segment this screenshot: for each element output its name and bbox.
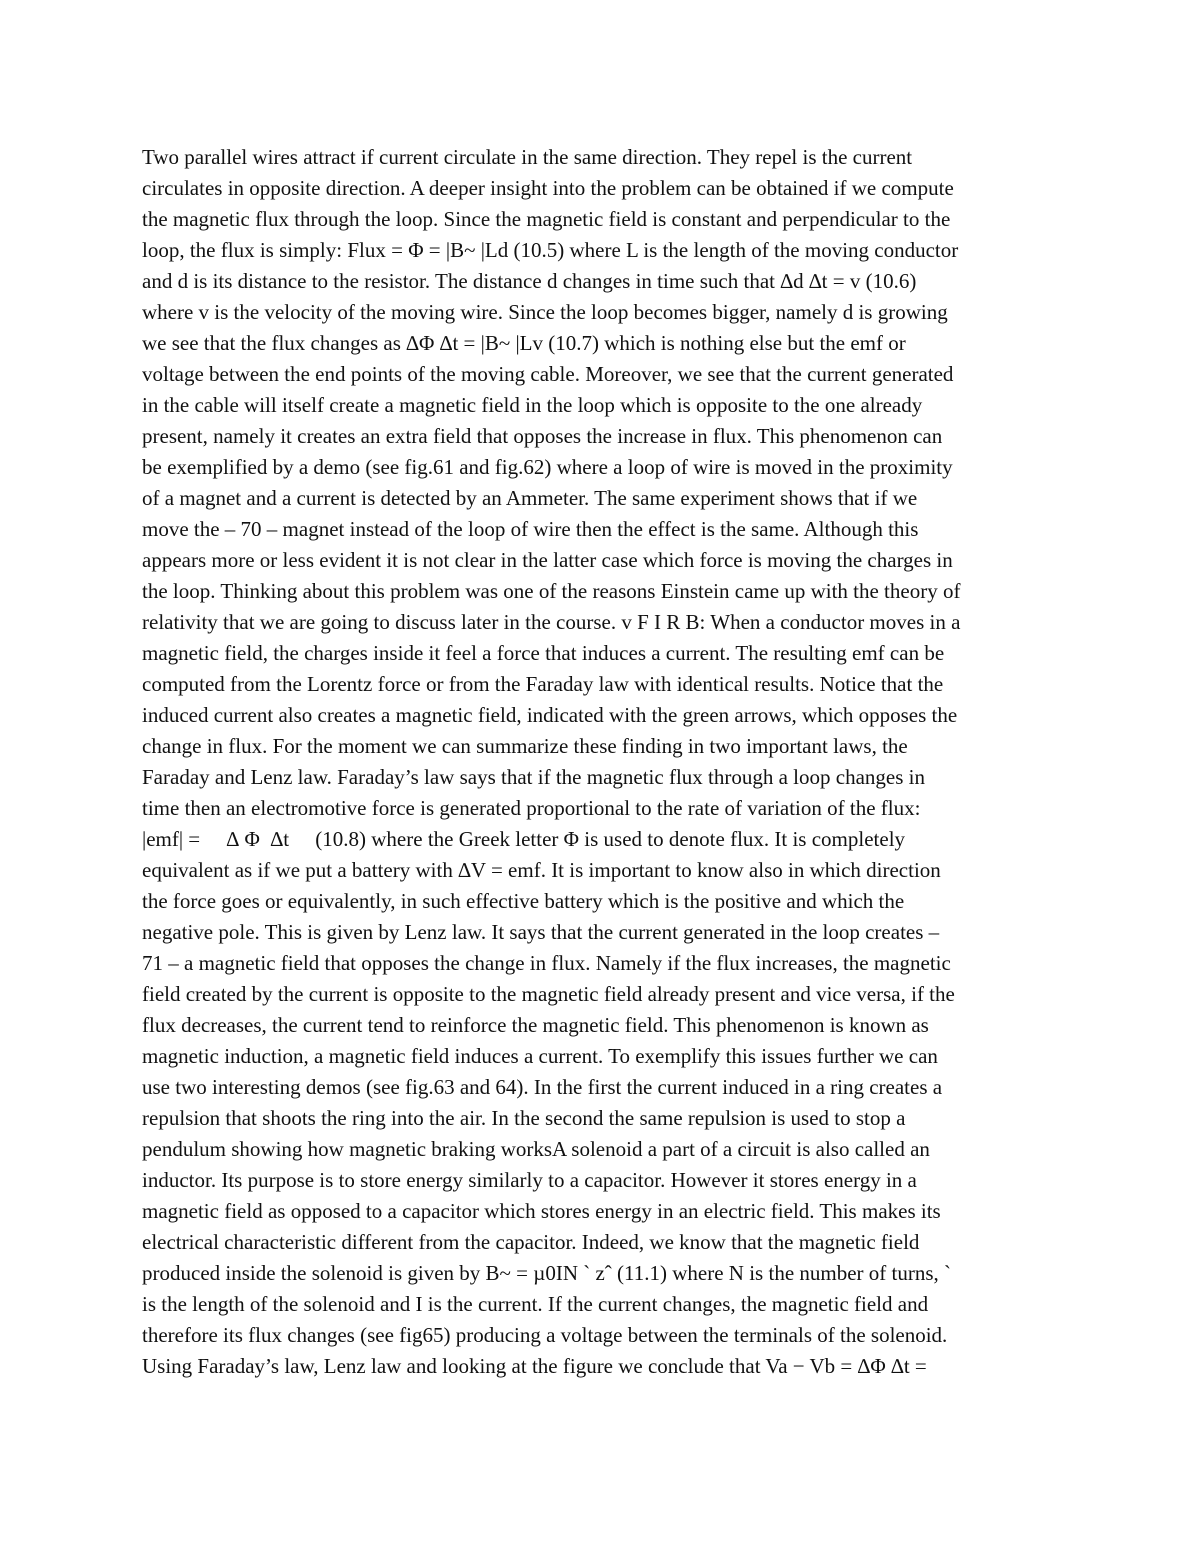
text-line: present, namely it creates an extra field that opposes the increase in flux. This phenomenon can <box>142 424 943 448</box>
text-line: loop, the flux is simply: Flux = Φ = |B~ |Ld (10.5) where L is the length of the moving conductor <box>142 238 959 262</box>
text-line: be exemplified by a demo (see fig.61 and fig.62) where a loop of wire is moved in the proximity <box>142 455 953 479</box>
text-line: therefore its flux changes (see fig65) producing a voltage between the terminals of the solenoid. <box>142 1323 948 1347</box>
text-line: circulates in opposite direction. A deeper insight into the problem can be obtained if we compute <box>142 176 954 200</box>
text-line: use two interesting demos (see fig.63 and 64). In the first the current induced in a ring creates a <box>142 1075 943 1099</box>
text-line: flux decreases, the current tend to reinforce the magnetic field. This phenomenon is known as <box>142 1013 929 1037</box>
text-line: appears more or less evident it is not clear in the latter case which force is moving the charges in <box>142 548 953 572</box>
text-line: field created by the current is opposite to the magnetic field already present and vice versa, if the <box>142 982 955 1006</box>
text-line: voltage between the end points of the moving cable. Moreover, we see that the current generated <box>142 362 954 386</box>
text-line: 71 – a magnetic field that opposes the change in flux. Namely if the flux increases, the magnetic <box>142 951 951 975</box>
text-line: electrical characteristic different from the capacitor. Indeed, we know that the magnetic field <box>142 1230 920 1254</box>
text-line: induced current also creates a magnetic field, indicated with the green arrows, which opposes the <box>142 703 958 727</box>
text-line: equivalent as if we put a battery with ∆V = emf. It is important to know also in which direction <box>142 858 941 882</box>
text-line: is the length of the solenoid and I is the current. If the current changes, the magnetic field and <box>142 1292 929 1316</box>
text-line: repulsion that shoots the ring into the air. In the second the same repulsion is used to stop a <box>142 1106 906 1130</box>
text-line: relativity that we are going to discuss later in the course. v F I R B: When a conductor moves in a <box>142 610 961 634</box>
text-line: Using Faraday’s law, Lenz law and looking at the figure we conclude that Va − Vb = ∆Φ ∆t = <box>142 1354 927 1378</box>
text-line: Faraday and Lenz law. Faraday’s law says that if the magnetic flux through a loop changes in <box>142 765 925 789</box>
text-line: of a magnet and a current is detected by an Ammeter. The same experiment shows that if we <box>142 486 918 510</box>
text-line: Two parallel wires attract if current circulate in the same direction. They repel is the current <box>142 145 913 169</box>
text-line: the force goes or equivalently, in such effective battery which is the positive and which the <box>142 889 905 913</box>
text-line: and d is its distance to the resistor. The distance d changes in time such that ∆d ∆t = v (10.6) <box>142 269 917 293</box>
text-line: produced inside the solenoid is given by B~ = µ0IN ` zˆ (11.1) where N is the number of turns, ` <box>142 1261 952 1285</box>
text-line: change in flux. For the moment we can summarize these finding in two important laws, the <box>142 734 908 758</box>
text-line: negative pole. This is given by Lenz law. It says that the current generated in the loop creates – <box>142 920 940 944</box>
text-line: the magnetic flux through the loop. Since the magnetic field is constant and perpendicular to the <box>142 207 951 231</box>
text-line: time then an electromotive force is generated proportional to the rate of variation of the flux: <box>142 796 921 820</box>
text-line: magnetic field as opposed to a capacitor which stores energy in an electric field. This makes its <box>142 1199 941 1223</box>
text-line: computed from the Lorentz force or from the Faraday law with identical results. Notice that the <box>142 672 944 696</box>
text-line: we see that the flux changes as ∆Φ ∆t = |B~ |Lv (10.7) which is nothing else but the emf or <box>142 331 906 355</box>
text-line: |emf| = ∆ Φ ∆t (10.8) where the Greek letter Φ is used to denote flux. It is completely <box>142 827 906 851</box>
text-line: move the – 70 – magnet instead of the loop of wire then the effect is the same. Although this <box>142 517 919 541</box>
text-line: magnetic field, the charges inside it feel a force that induces a current. The resulting emf can be <box>142 641 945 665</box>
text-line: in the cable will itself create a magnetic field in the loop which is opposite to the one already <box>142 393 923 417</box>
text-line: inductor. Its purpose is to store energy similarly to a capacitor. However it stores energy in a <box>142 1168 917 1192</box>
text-line: magnetic induction, a magnetic field induces a current. To exemplify this issues further we can <box>142 1044 938 1068</box>
text-line: where v is the velocity of the moving wire. Since the loop becomes bigger, namely d is growing <box>142 300 948 324</box>
text-line: the loop. Thinking about this problem was one of the reasons Einstein came up with the theory of <box>142 579 961 603</box>
body-text <box>142 142 1082 1382</box>
text-line: pendulum showing how magnetic braking worksA solenoid a part of a circuit is also called an <box>142 1137 930 1161</box>
